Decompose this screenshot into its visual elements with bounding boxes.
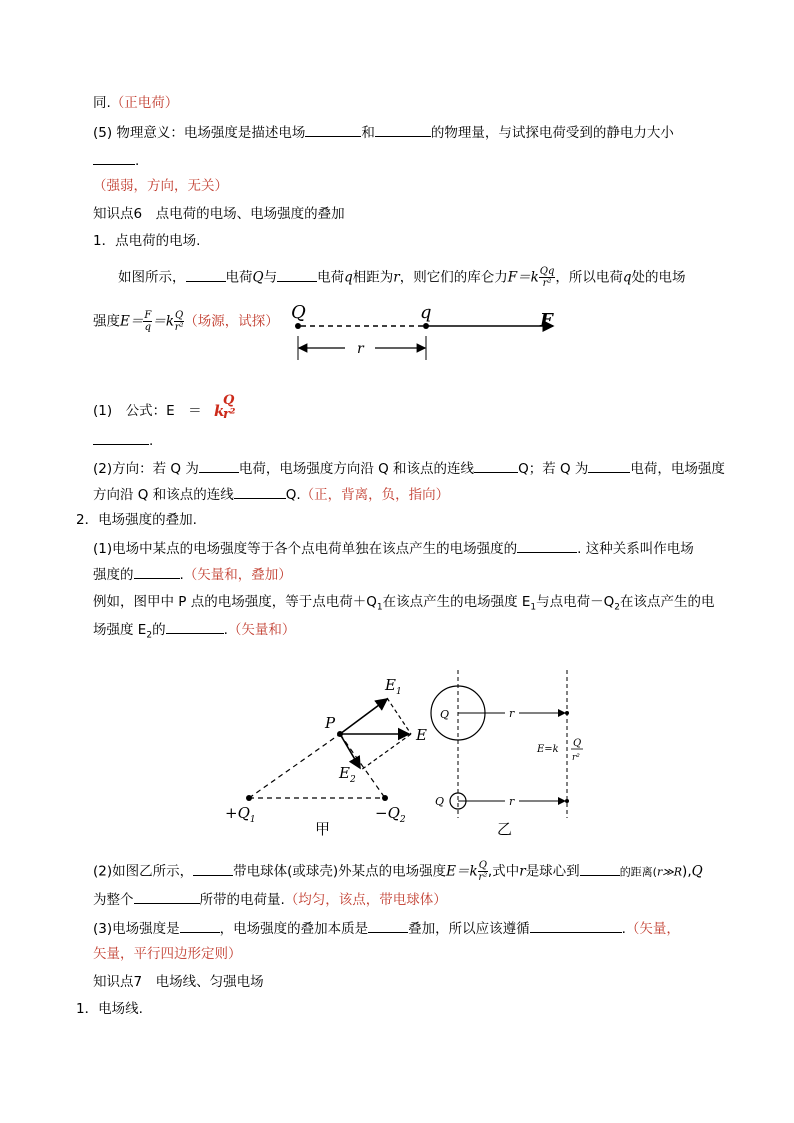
fraction bbox=[174, 310, 184, 333]
text-line bbox=[93, 310, 279, 333]
math-symbol: ＝ bbox=[152, 313, 166, 330]
math-symbol: r bbox=[393, 269, 400, 286]
label-Q-big: Q bbox=[440, 708, 450, 721]
text: ,式中 bbox=[487, 863, 520, 880]
blank bbox=[93, 150, 135, 165]
text: 场强度 E bbox=[93, 622, 147, 638]
math-symbol: k bbox=[530, 269, 539, 286]
superposition-figure bbox=[215, 668, 595, 848]
formula-k: k bbox=[213, 402, 225, 420]
blank bbox=[134, 889, 200, 904]
fraction bbox=[478, 860, 488, 883]
label-plusQ1-text: +Q bbox=[225, 804, 250, 822]
blank bbox=[186, 267, 226, 282]
dash-plusQ-P bbox=[249, 734, 340, 798]
distance-r-label: r bbox=[357, 341, 364, 357]
answer-text: （正，背离，负，指向） bbox=[300, 487, 450, 503]
text: 同. bbox=[93, 95, 111, 111]
text-line bbox=[118, 266, 686, 289]
label-frac-r2: r² bbox=[572, 753, 580, 763]
answer-text: （均匀，该点，带电球体） bbox=[284, 892, 447, 908]
text: 强度 bbox=[93, 313, 120, 330]
math-symbol: q bbox=[622, 269, 632, 286]
text: ), bbox=[682, 863, 692, 880]
blank bbox=[305, 122, 361, 137]
text: (1)电场中某点的电场强度等于各个点电荷单独在该点产生的电场强度的 bbox=[93, 541, 518, 557]
answer-text: （矢量和，叠加） bbox=[183, 567, 292, 583]
subscript: 1 bbox=[530, 602, 537, 613]
label-plusQ1 bbox=[225, 804, 256, 825]
math-symbol: r bbox=[519, 863, 526, 880]
text: (2)方向：若 Q 为 bbox=[93, 461, 199, 477]
subscript: 1 bbox=[376, 602, 383, 613]
math-symbol: q bbox=[344, 269, 353, 286]
text: 处的电场 bbox=[631, 269, 686, 286]
arrow-E2 bbox=[340, 734, 360, 768]
numerator: F bbox=[144, 310, 152, 321]
text: Q；若 Q 为 bbox=[518, 461, 589, 477]
blank bbox=[588, 458, 630, 473]
math-symbol: E＝ bbox=[446, 863, 470, 880]
text: (5) 物理意义：电场强度是描述电场 bbox=[93, 125, 306, 141]
subheading: 1．电场线. bbox=[76, 1001, 143, 1017]
point-bottom bbox=[565, 799, 569, 803]
denominator: q bbox=[144, 322, 152, 333]
text: 相距为 bbox=[352, 269, 394, 286]
answer-text: （正电荷） bbox=[110, 95, 179, 111]
text: 在该点产生的电场强度 E bbox=[382, 594, 531, 610]
text-line bbox=[93, 619, 295, 639]
text: 叠加，所以应该遵循 bbox=[408, 921, 530, 937]
label-E-formula: E=k bbox=[537, 744, 559, 755]
formula-Q: Q bbox=[222, 393, 235, 408]
text: 强度的 bbox=[93, 567, 134, 583]
blank bbox=[166, 619, 224, 634]
point-top bbox=[565, 711, 569, 715]
fraction bbox=[539, 266, 556, 289]
charge-Q-label: Q bbox=[291, 302, 306, 323]
formula-image bbox=[213, 393, 244, 422]
subscript: 2 bbox=[146, 630, 153, 641]
text: 为整个 bbox=[93, 892, 134, 908]
text: 是球心到 bbox=[525, 863, 580, 880]
text-line bbox=[93, 593, 715, 611]
answer-line: （强弱，方向，无关） bbox=[93, 178, 228, 194]
blank bbox=[199, 458, 239, 473]
math-symbol: k bbox=[165, 313, 174, 330]
blank bbox=[530, 918, 622, 933]
blank bbox=[193, 861, 233, 876]
label-minusQ2 bbox=[375, 804, 406, 825]
text: 带电球体(或球壳)外某点的电场强度 bbox=[233, 863, 447, 880]
blank bbox=[134, 564, 180, 579]
blank bbox=[580, 861, 620, 876]
text: 的距离( bbox=[619, 865, 657, 879]
text: . bbox=[179, 567, 184, 583]
section-heading: 知识点6 点电荷的电场、电场强度的叠加 bbox=[93, 206, 345, 222]
text-line bbox=[93, 122, 674, 142]
subscript: 2 bbox=[614, 602, 621, 613]
label-minusQ2-sub: 2 bbox=[399, 815, 406, 825]
blank bbox=[93, 430, 149, 445]
text-line bbox=[93, 918, 680, 938]
math-symbol: E＝ bbox=[120, 313, 144, 330]
text-line bbox=[93, 430, 153, 450]
text: 与点电荷－Q bbox=[536, 594, 615, 610]
text: 如图所示， bbox=[118, 269, 186, 286]
subheading: 2．电场强度的叠加. bbox=[76, 512, 197, 528]
arrow-E1 bbox=[340, 699, 387, 734]
charge-q-label: q bbox=[420, 302, 432, 323]
charge-Q-dot bbox=[295, 323, 301, 329]
text-line bbox=[93, 458, 725, 478]
dash-E1-E bbox=[387, 698, 411, 734]
text: ，电场强度的叠加本质是 bbox=[219, 921, 369, 937]
label-E1-text: E bbox=[385, 676, 396, 694]
label-E1-sub: 1 bbox=[395, 687, 402, 697]
label-plusQ1-sub: 1 bbox=[249, 815, 256, 825]
answer-text: （矢量， bbox=[625, 921, 680, 937]
text: . bbox=[149, 433, 154, 449]
text: 电荷 bbox=[225, 269, 253, 286]
text-line bbox=[93, 538, 694, 558]
math-symbol: r≫R bbox=[656, 865, 683, 879]
charge-plusQ1 bbox=[246, 795, 252, 801]
blank bbox=[517, 538, 577, 553]
blank bbox=[234, 484, 286, 499]
text-line bbox=[93, 564, 292, 584]
text: 电荷，电场强度 bbox=[630, 461, 725, 477]
coulomb-figure bbox=[285, 300, 565, 370]
text-line bbox=[93, 150, 139, 170]
formula-r2: r² bbox=[222, 407, 236, 422]
denominator: r² bbox=[174, 322, 184, 333]
numerator: Q bbox=[478, 860, 487, 871]
text: ，所以电荷 bbox=[555, 269, 623, 286]
text: 与 bbox=[263, 269, 278, 286]
text-line bbox=[93, 889, 447, 909]
text-line bbox=[93, 860, 703, 883]
text: . bbox=[621, 921, 626, 937]
label-E2-text: E bbox=[339, 764, 350, 782]
label-E: E bbox=[416, 726, 427, 744]
label-E1 bbox=[384, 676, 402, 697]
section-heading: 知识点7 电场线、匀强电场 bbox=[93, 974, 264, 990]
label-Q-small: Q bbox=[435, 795, 445, 808]
text: . bbox=[135, 153, 140, 169]
answer-line: 矢量，平行四边形定则） bbox=[93, 946, 242, 962]
denominator: r² bbox=[542, 278, 552, 289]
text: Q. bbox=[285, 487, 301, 503]
numerator: Qq bbox=[539, 266, 555, 277]
math-symbol: F＝ bbox=[507, 269, 531, 286]
label-r-bottom: r bbox=[509, 795, 515, 808]
text: (3)电场强度是 bbox=[93, 921, 180, 937]
blank bbox=[180, 918, 220, 933]
answer-text: （矢量和） bbox=[227, 622, 296, 638]
label-minusQ2-text: −Q bbox=[375, 804, 400, 822]
charge-minusQ2 bbox=[382, 795, 388, 801]
text-line bbox=[93, 484, 449, 504]
math-symbol: Q bbox=[691, 863, 703, 880]
text: (2)如图乙所示， bbox=[93, 863, 194, 880]
text-line bbox=[93, 94, 178, 112]
text: 和 bbox=[361, 125, 375, 141]
text-line bbox=[93, 393, 244, 422]
blank bbox=[277, 267, 317, 282]
denominator: r² bbox=[478, 872, 488, 883]
text: 的物理量，与试探电荷受到的静电力大小 bbox=[430, 125, 674, 141]
label-E2 bbox=[338, 764, 356, 785]
force-F-label: F bbox=[540, 310, 553, 331]
math-symbol: k bbox=[469, 863, 478, 880]
math-symbol: Q bbox=[252, 269, 264, 286]
text: 电荷 bbox=[317, 269, 345, 286]
label-E2-sub: 2 bbox=[349, 775, 356, 785]
point-P bbox=[337, 731, 343, 737]
answer-text: （场源，试探） bbox=[184, 313, 279, 330]
caption-jia: 甲 bbox=[315, 820, 331, 838]
numerator: Q bbox=[175, 310, 184, 321]
text: 方向沿 Q 和该点的连线 bbox=[93, 487, 234, 503]
label-P: P bbox=[325, 714, 336, 732]
text: ，则它们的库仑力 bbox=[399, 269, 508, 286]
subheading: 1．点电荷的电场. bbox=[93, 233, 201, 249]
caption-yi: 乙 bbox=[497, 820, 513, 838]
blank bbox=[474, 458, 518, 473]
label-frac-Q: Q bbox=[573, 738, 582, 749]
text: 电荷，电场强度方向沿 Q 和该点的连线 bbox=[238, 461, 475, 477]
text: . bbox=[223, 622, 228, 638]
text: 的 bbox=[152, 622, 166, 638]
text: . 这种关系叫作电场 bbox=[577, 541, 694, 557]
text: 在该点产生的电 bbox=[620, 594, 715, 610]
text: 所带的电荷量. bbox=[199, 892, 285, 908]
blank bbox=[375, 122, 431, 137]
blank bbox=[368, 918, 408, 933]
label-r-top: r bbox=[509, 707, 515, 720]
fraction bbox=[143, 310, 152, 333]
text: (1) 公式：E ＝ bbox=[93, 403, 202, 419]
dash-E-E2 bbox=[361, 734, 411, 770]
text: 例如，图甲中 P 点的电场强度，等于点电荷＋Q bbox=[93, 594, 377, 610]
